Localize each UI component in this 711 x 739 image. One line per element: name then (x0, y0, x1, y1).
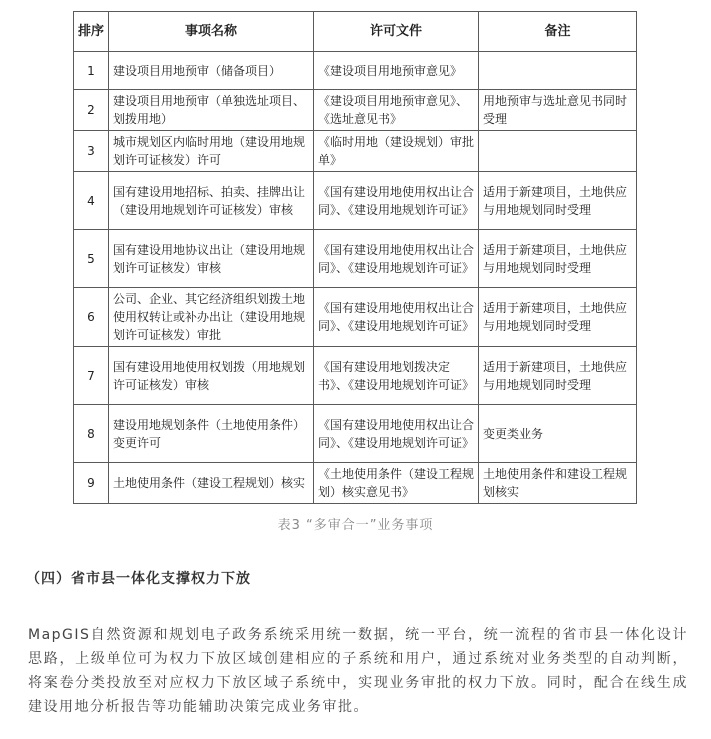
permit-document: 《土地使用条件（建设工程规划）核实意见书》 (314, 463, 479, 504)
table-row (74, 463, 637, 504)
header-item-name: 事项名称 (109, 12, 314, 52)
row-number: 4 (74, 172, 109, 230)
item-name: 建设项目用地预审（储备项目） (109, 52, 314, 90)
remarks: 适用于新建项目，土地供应与用地规划同时受理 (479, 288, 637, 347)
permit-document: 《国有建设用地划拨决定书》、《建设用地规划许可证》 (314, 347, 479, 405)
row-number: 9 (74, 463, 109, 504)
table-row (74, 405, 637, 463)
remarks: 适用于新建项目，土地供应与用地规划同时受理 (479, 230, 637, 288)
item-name: 国有建设用地协议出让（建设用地规划许可证核发）审核 (109, 230, 314, 288)
item-name: 公司、企业、其它经济组织划拨土地使用权转让或补办出让（建设用地规划许可证核发）审批 (109, 288, 314, 347)
table-row (74, 230, 637, 288)
row-number: 3 (74, 131, 109, 172)
table-row (74, 131, 637, 172)
body-paragraph: MapGIS自然资源和规划电子政务系统采用统一数据，统一平台，统一流程的省市县一体化设计思路，上级单位可为权力下放区域创建相应的子系统和用户，通过系统对业务类型的自动判断，将案卷分类投放至对应权力下放区域子系统中，实现业务审批的权力下放。同时，配合在线生成建设用地分析报告等功能辅助决策完成业务审批。 (28, 627, 688, 715)
remarks (479, 131, 637, 172)
remarks: 适用于新建项目，土地供应与用地规划同时受理 (479, 347, 637, 405)
permit-document: 《建设项目用地预审意见》、《选址意见书》 (314, 90, 479, 131)
table-row (74, 172, 637, 230)
row-number: 5 (74, 230, 109, 288)
header-remarks: 备注 (479, 12, 637, 52)
item-name: 建设用地规划条件（土地使用条件）变更许可 (109, 405, 314, 463)
table-row (74, 347, 637, 405)
item-name: 建设项目用地预审（单独选址项目、划拨用地） (109, 90, 314, 131)
row-number: 1 (74, 52, 109, 90)
permit-document: 《临时用地（建设规划）审批单》 (314, 131, 479, 172)
header-permit-document: 许可文件 (314, 12, 479, 52)
item-name: 城市规划区内临时用地（建设用地规划许可证核发）许可 (109, 131, 314, 172)
section-heading: （四）省市县一体化支撑权力下放 (26, 571, 251, 587)
table-row (74, 288, 637, 347)
table-row (74, 90, 637, 131)
item-name: 国有建设用地招标、拍卖、挂牌出让（建设用地规划许可证核发）审核 (109, 172, 314, 230)
remarks: 变更类业务 (479, 405, 637, 463)
permit-document: 《国有建设用地使用权出让合同》、《建设用地规划许可证》 (314, 172, 479, 230)
permit-document: 《国有建设用地使用权出让合同》、《建设用地规划许可证》 (314, 405, 479, 463)
table-header-row (74, 12, 637, 52)
row-number: 6 (74, 288, 109, 347)
table-row (74, 52, 637, 90)
row-number: 7 (74, 347, 109, 405)
remarks: 用地预审与选址意见书同时受理 (479, 90, 637, 131)
table-caption: 表3 “多审合一”业务事项 (277, 518, 434, 533)
permit-document: 《国有建设用地使用权出让合同》、《建设用地规划许可证》 (314, 288, 479, 347)
item-name: 土地使用条件（建设工程规划）核实 (109, 463, 314, 504)
row-number: 8 (74, 405, 109, 463)
remarks: 适用于新建项目，土地供应与用地规划同时受理 (479, 172, 637, 230)
item-name: 国有建设用地使用权划拨（用地规划许可证核发）审核 (109, 347, 314, 405)
remarks (479, 52, 637, 90)
permit-document: 《建设项目用地预审意见》 (314, 52, 479, 90)
matters-table (73, 11, 637, 504)
row-number: 2 (74, 90, 109, 131)
permit-document: 《国有建设用地使用权出让合同》、《建设用地规划许可证》 (314, 230, 479, 288)
remarks: 土地使用条件和建设工程规划核实 (479, 463, 637, 504)
header-order: 排序 (74, 12, 109, 52)
